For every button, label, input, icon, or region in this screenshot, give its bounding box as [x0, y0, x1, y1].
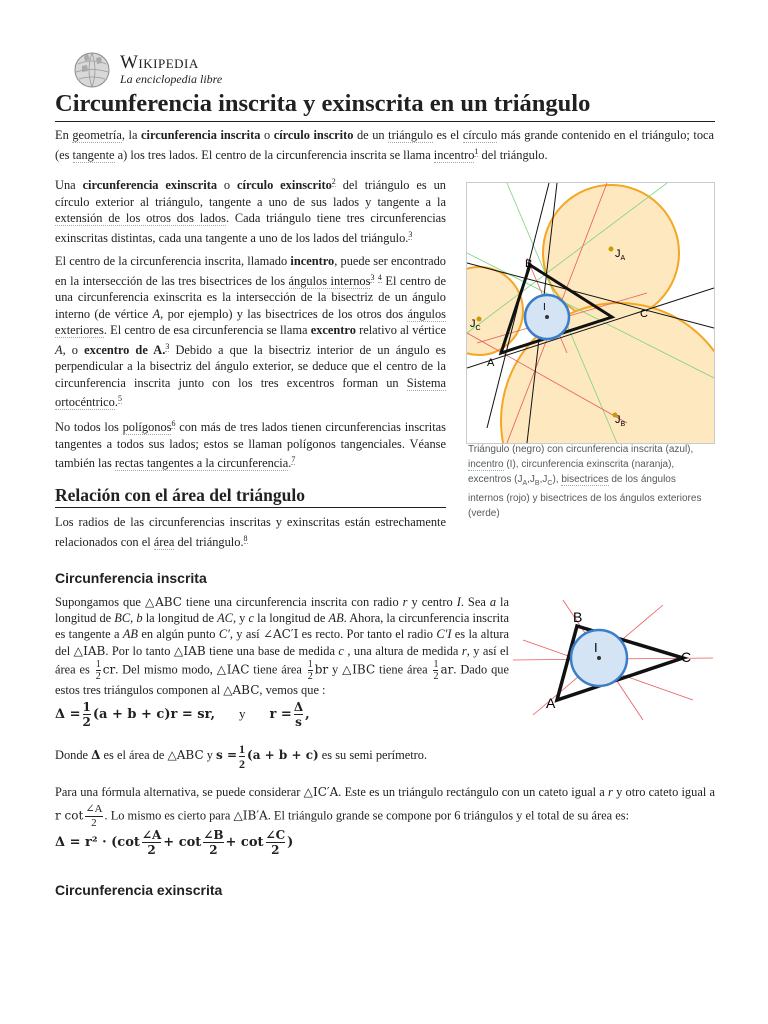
incircle-diagram[interactable] — [513, 600, 713, 720]
fig2-label-i: I — [594, 640, 598, 655]
link-tangente[interactable]: tangente — [72, 147, 115, 162]
ref-8[interactable]: 8 — [243, 533, 248, 543]
link-sistema-ortocentrico[interactable]: Sistema ortocéntrico — [55, 375, 446, 410]
link-extension-lados[interactable]: extensión de los otros dos lados — [55, 211, 226, 226]
alternative-formula-paragraph: Para una fórmula alternativa, se puede considerar △IC′A. Este es un triángulo rectángulo con un cateto igual a r y otro cateto igual a r cot $\frac{\angle A}{2}$ . Lo mismo es cierto para △IB′A. El triángulo grande se compone por 6 triángulos y el total de su área es: — [55, 785, 715, 829]
polygons-paragraph: No todos los polígonos$^6$ con más de tres lados tienen circunferencias inscritas tangentes a todos sus lados; estos se llaman polígonos tangenciales. Véanse también las rectas tangentes a la circunferencia.$^7$ — [55, 419, 446, 471]
ref-1[interactable]: 1 — [474, 146, 479, 156]
incircle-excircle-figure[interactable] — [466, 182, 715, 444]
fig1-label-ja: $J_A$ — [615, 248, 626, 262]
ref-3[interactable]: 3 — [408, 229, 413, 239]
triangle-diagram — [467, 183, 714, 443]
page-title: Circunferencia inscrita y exinscrita en un triángulo — [55, 88, 715, 122]
equation-area-cot: Δ = r² · (cot $\frac{\angle A}{2}$ + cot $\frac{\angle B}{2}$ + cot $\frac{\angle C}{2}$ ) — [55, 828, 294, 857]
caption-link-bisectrices[interactable]: bisectrices — [561, 474, 609, 485]
area-paragraph: Los radios de las circunferencias inscritas y exinscritas están estrechamente relacionados con el área del triángulo.$^8$ — [55, 515, 446, 549]
fig1-label-c: C — [640, 308, 648, 320]
figure-caption: Triángulo (negro) con circunferencia inscrita (azul), incentro (I), circunferencia exinscrita (naranja), excentros $(J_A,J_B,J_C)$, bisectrices de los ángulos internos (rojo) y bisectrices de los ángulos exteriores (verde) — [468, 444, 702, 519]
semiperimeter-paragraph: Donde Δ es el área de △ABC y s = $\frac{1}{2}$ (a + b + c) es su semi perímetro. — [55, 741, 428, 771]
excircle-paragraph: Una circunferencia exinscrita o círculo exinscrito$^2$ del triángulo es un círculo exterior al triángulo, tangente a uno de sus lados y tangente a la extensión de los otros dos lados. Cada triángulo tiene tres circunferencias exinscritas distintas, cada una tangente a uno de los lados del triángulo.$^3$ — [55, 177, 447, 245]
ref-6[interactable]: 6 — [171, 419, 176, 428]
link-angulos-internos[interactable]: ángulos internos — [288, 273, 371, 288]
ref-3c[interactable]: 3 — [165, 341, 170, 351]
fig1-label-jb: $J_B$ — [615, 414, 626, 428]
fig1-label-i: I — [543, 302, 546, 313]
site-tagline: La enciclopedia libre — [120, 72, 223, 86]
fig1-label-a: A — [487, 357, 495, 369]
link-incentro[interactable]: incentro — [433, 147, 475, 162]
ref-3b[interactable]: 3 — [370, 272, 375, 282]
fig2-label-a: A — [546, 695, 556, 711]
ref-4[interactable]: 4 — [377, 272, 382, 282]
link-circulo[interactable]: círculo — [462, 128, 498, 142]
section-heading-area: Relación con el área del triángulo — [55, 483, 446, 508]
ref-7[interactable]: 7 — [291, 455, 296, 465]
fig2-label-b: B — [573, 609, 583, 625]
link-angulos-exteriores[interactable]: ángulos exteriores — [55, 306, 446, 338]
fig1-label-jc: $J_C$ — [470, 318, 481, 332]
ref-2[interactable]: 2 — [331, 177, 336, 186]
link-rectas-tangentes[interactable]: rectas tangentes a la circunferencia — [114, 456, 289, 471]
equation-area-incircle: Δ = $\frac{1}{2}$ (a + b + c)r = sr, y r = $\frac{\Delta}{s}$ , — [55, 700, 310, 729]
link-area[interactable]: área — [153, 534, 175, 549]
wikipedia-globe-logo[interactable] — [70, 50, 114, 90]
intro-paragraph: En geometría, la circunferencia inscrita o círculo inscrito de un triángulo es el círculo más grande contenido en el triángulo; toca (es tangente a) los tres lados. El centro de la circunferencia inscrita se llama incentro$^1$ del triángulo. — [55, 128, 715, 162]
section-heading-incircle: Circunferencia inscrita — [55, 570, 207, 586]
fig1-label-b: B — [525, 258, 533, 270]
caption-link-incentro[interactable]: incentro — [468, 459, 504, 470]
ref-5[interactable]: 5 — [117, 394, 122, 404]
link-poligonos[interactable]: polígonos — [122, 420, 172, 435]
incircle-paragraph: Supongamos que △ABC tiene una circunferencia inscrita con radio r y centro I. Sea a la longitud de BC, b la longitud de AC, y c la longitud de AB. Ahora, la circunferencia inscrita es tangente a AB en algún punto C′, y así ∠AC′I es recto. Por tanto el radio C′I es la altura del △IAB. Por lo tanto △IAB tiene una base de medida c , una altura de medida r, y así el área es $\frac{1}{2}$ cr. Del mismo modo, △IAC tiene área $\frac{1}{2}$ br y △IBC tiene área $\frac{1}{2}$ ar. Dado que estos tres triángulos componen al △ABC, vemos que : — [55, 595, 510, 697]
fig2-label-c: C — [681, 649, 692, 665]
section-heading-excircle: Circunferencia exinscrita — [55, 882, 223, 898]
incenter-paragraph: El centro de la circunferencia inscrita, llamado incentro, puede ser encontrado en la intersección de las tres bisectrices de los ángulos internos$^3$ $^4$ El centro de una circunferencia exinscrita es la intersección de la bisectriz de un ángulo interno (de vértice A, por ejemplo) y las bisectrices de los otros dos ángulos exteriores. El centro de esa circunferencia se llama excentro relativo al vértice A, o excentro de A.$^3$ Debido a que la bisectriz interior de un ángulo es perpendicular a la bisectriz del ángulo exterior, se deduce que el centro de la circunferencia inscrita junto con los tres excentros forman un Sistema ortocéntrico.$^5$ — [55, 254, 446, 410]
link-geometria[interactable]: geometría — [72, 128, 122, 142]
link-triangulo[interactable]: triángulo — [388, 128, 433, 142]
site-name[interactable]: Wikipedia — [120, 52, 199, 73]
